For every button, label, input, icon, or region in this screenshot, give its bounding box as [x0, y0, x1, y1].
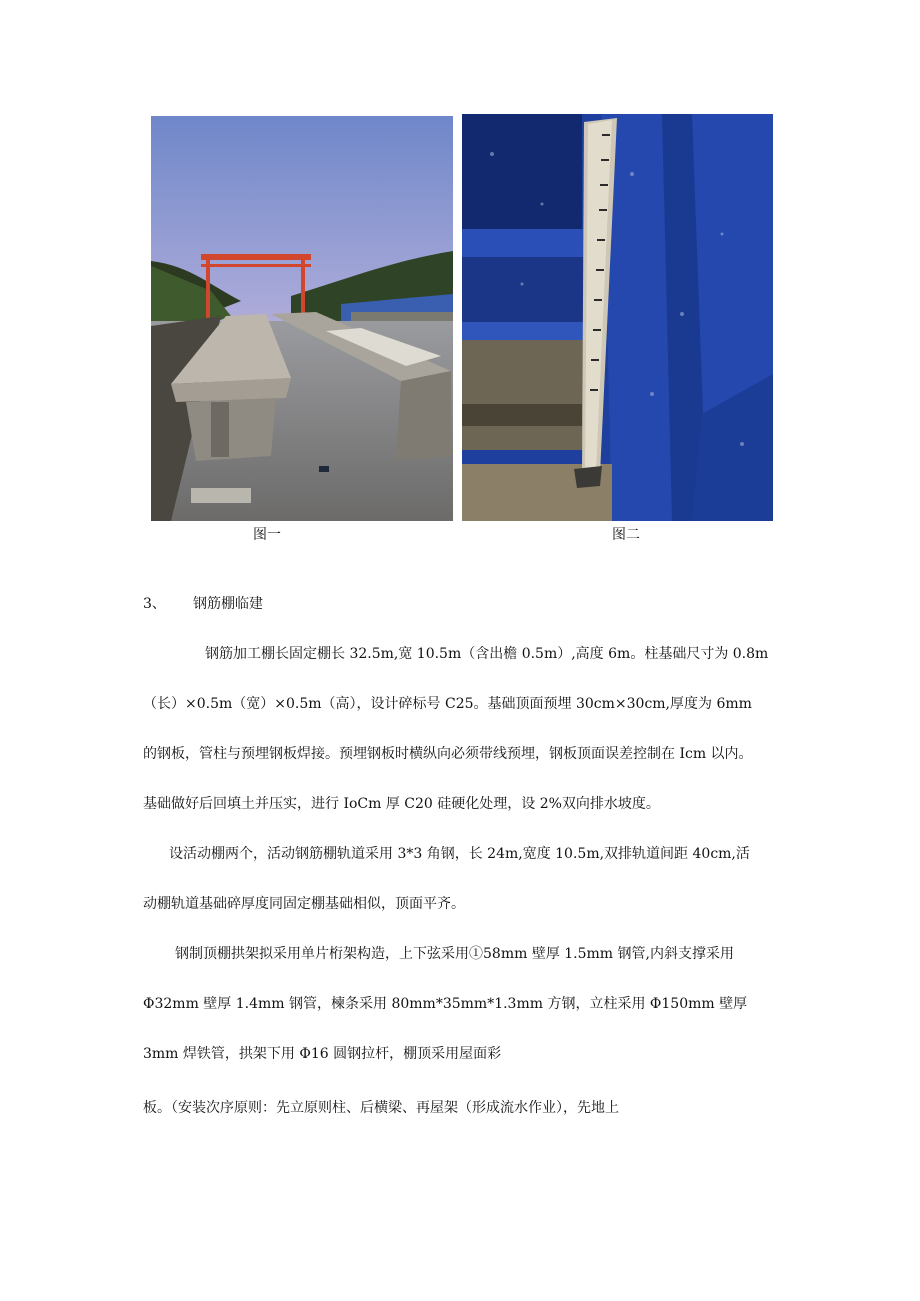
- figure-caption-2: 图二: [612, 527, 640, 543]
- section-number: 3、: [143, 596, 166, 612]
- paragraph-line: 基础做好后回填土并压实，进行 IoCm 厚 C20 硅硬化处理，设 2%双向排水坡度。: [143, 796, 660, 812]
- section-heading: [143, 593, 263, 613]
- paragraph-line: 钢筋加工棚长固定棚长 32.5m,宽 10.5m（含出檐 0.5m）,高度 6m。柱基础尺寸为 0.8m: [205, 646, 769, 662]
- paragraph-line: 的钢板，管柱与预埋钢板焊接。预埋钢板时横纵向必须带线预埋，钢板顶面误差控制在 Icm 以内。: [143, 746, 753, 762]
- figure-caption-1: 图一: [253, 527, 281, 543]
- paragraph-line: 动棚轨道基础碎厚度同固定棚基础相似，顶面平齐。: [143, 896, 465, 912]
- paragraph-line: （长）×0.5m（宽）×0.5m（高），设计碎标号 C25。基础顶面预埋 30cm×30cm,厚度为 6mm: [143, 696, 752, 712]
- paragraph-line: 板。（安装次序原则：先立原则柱、后横梁、再屋架（形成流水作业），先地上: [143, 1100, 619, 1116]
- section-title: 钢筋棚临建: [193, 596, 263, 612]
- tape-measure-photo: [462, 114, 773, 521]
- paragraph-line: 3mm 焊铁管，拱架下用 Φ16 圆钢拉杆，棚顶采用屋面彩: [143, 1046, 502, 1062]
- paragraph-line: 钢制顶棚拱架拟采用单片桁架构造，上下弦采用①58mm 壁厚 1.5mm 钢管,内斜支撑采用: [175, 946, 734, 962]
- paragraph-line: 设活动棚两个，活动钢筋棚轨道采用 3*3 角钢，长 24m,宽度 10.5m,双排轨道间距 40cm,活: [169, 846, 750, 862]
- paragraph-line: Φ32mm 壁厚 1.4mm 钢管，楝条采用 80mm*35mm*1.3mm 方钢，立柱采用 Φ150mm 壁厚: [143, 996, 748, 1012]
- construction-site-photo: [151, 116, 453, 521]
